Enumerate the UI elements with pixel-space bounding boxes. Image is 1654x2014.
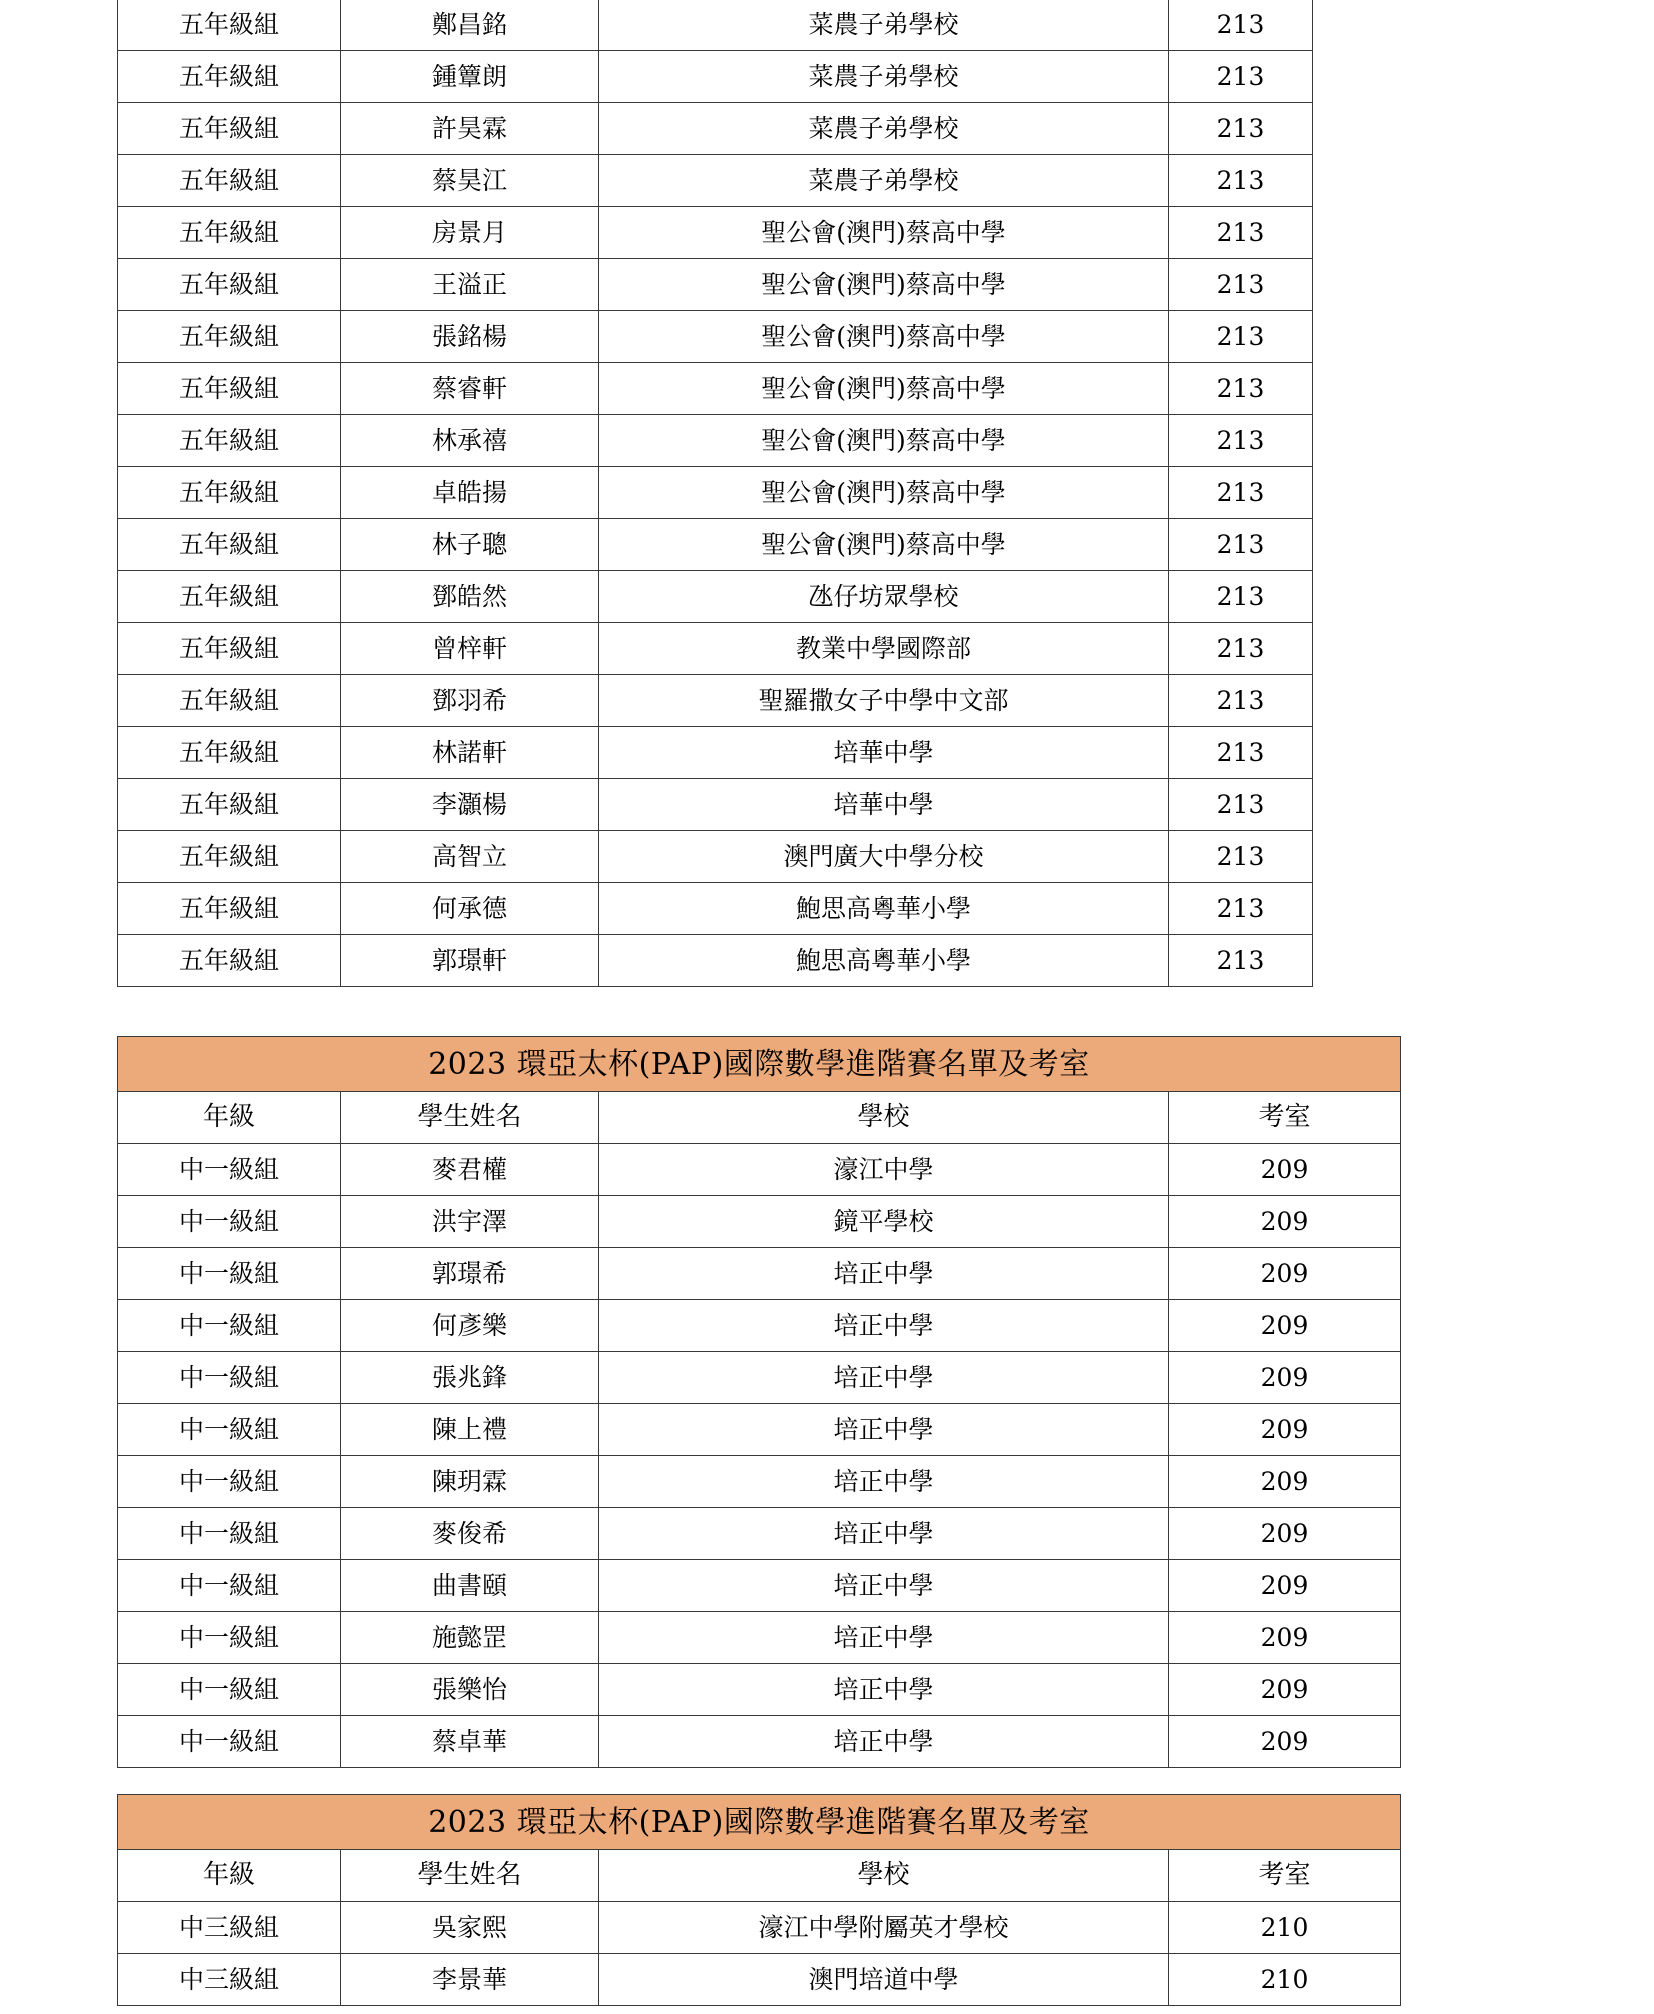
cell-school: 鮑思高粵華小學 bbox=[599, 883, 1169, 935]
table-row bbox=[118, 1352, 1401, 1404]
cell-grade: 中一級組 bbox=[118, 1612, 341, 1664]
cell-room: 213 bbox=[1169, 675, 1313, 727]
cell-name: 麥君權 bbox=[341, 1144, 599, 1196]
cell-room: 213 bbox=[1169, 779, 1313, 831]
cell-name: 李灝楊 bbox=[341, 779, 599, 831]
cell-room: 213 bbox=[1169, 207, 1313, 259]
cell-name: 郭璟軒 bbox=[341, 935, 599, 987]
cell-name: 何彥樂 bbox=[341, 1300, 599, 1352]
cell-name: 何承德 bbox=[341, 883, 599, 935]
cell-room: 209 bbox=[1169, 1508, 1401, 1560]
cell-grade: 五年級組 bbox=[118, 415, 341, 467]
cell-grade: 五年級組 bbox=[118, 623, 341, 675]
table-row bbox=[118, 519, 1313, 571]
cell-name: 陳玥霖 bbox=[341, 1456, 599, 1508]
cell-school: 教業中學國際部 bbox=[599, 623, 1169, 675]
cell-school: 培正中學 bbox=[599, 1612, 1169, 1664]
table-row bbox=[118, 727, 1313, 779]
cell-room: 213 bbox=[1169, 259, 1313, 311]
table-row bbox=[118, 831, 1313, 883]
cell-room: 210 bbox=[1169, 1954, 1401, 2006]
cell-name: 鄧皓然 bbox=[341, 571, 599, 623]
cell-name: 鄭昌銘 bbox=[341, 0, 599, 51]
cell-school: 菜農子弟學校 bbox=[599, 155, 1169, 207]
cell-grade: 中一級組 bbox=[118, 1144, 341, 1196]
cell-school: 培華中學 bbox=[599, 779, 1169, 831]
cell-school: 濠江中學 bbox=[599, 1144, 1169, 1196]
cell-grade: 五年級組 bbox=[118, 259, 341, 311]
cell-room: 209 bbox=[1169, 1664, 1401, 1716]
cell-name: 許昊霖 bbox=[341, 103, 599, 155]
cell-room: 209 bbox=[1169, 1352, 1401, 1404]
table-row bbox=[118, 1954, 1401, 2006]
table-header-row bbox=[118, 1092, 1401, 1144]
cell-grade: 五年級組 bbox=[118, 935, 341, 987]
cell-name: 林諾軒 bbox=[341, 727, 599, 779]
table-row bbox=[118, 1144, 1401, 1196]
cell-school: 聖公會(澳門)蔡高中學 bbox=[599, 259, 1169, 311]
table-row bbox=[118, 415, 1313, 467]
cell-name: 高智立 bbox=[341, 831, 599, 883]
cell-room: 213 bbox=[1169, 467, 1313, 519]
cell-school: 聖公會(澳門)蔡高中學 bbox=[599, 207, 1169, 259]
table-junior3 bbox=[117, 1794, 1401, 2006]
table-row bbox=[118, 363, 1313, 415]
cell-room: 209 bbox=[1169, 1300, 1401, 1352]
table-row bbox=[118, 1560, 1401, 1612]
table-junior1 bbox=[117, 1036, 1401, 1768]
cell-school: 培正中學 bbox=[599, 1456, 1169, 1508]
cell-grade: 中一級組 bbox=[118, 1716, 341, 1768]
column-header-name: 學生姓名 bbox=[341, 1092, 599, 1144]
table-row bbox=[118, 1664, 1401, 1716]
cell-school: 培正中學 bbox=[599, 1300, 1169, 1352]
cell-name: 卓皓揚 bbox=[341, 467, 599, 519]
table-body-3 bbox=[118, 1795, 1401, 2006]
table-row bbox=[118, 1248, 1401, 1300]
cell-grade: 五年級組 bbox=[118, 103, 341, 155]
cell-school: 培正中學 bbox=[599, 1404, 1169, 1456]
cell-grade: 五年級組 bbox=[118, 467, 341, 519]
table-row bbox=[118, 1300, 1401, 1352]
cell-grade: 五年級組 bbox=[118, 311, 341, 363]
cell-room: 213 bbox=[1169, 519, 1313, 571]
cell-room: 209 bbox=[1169, 1248, 1401, 1300]
cell-school: 培正中學 bbox=[599, 1560, 1169, 1612]
cell-room: 209 bbox=[1169, 1196, 1401, 1248]
table-row bbox=[118, 623, 1313, 675]
cell-school: 菜農子弟學校 bbox=[599, 51, 1169, 103]
cell-school: 聖公會(澳門)蔡高中學 bbox=[599, 519, 1169, 571]
cell-grade: 中一級組 bbox=[118, 1508, 341, 1560]
column-header-school: 學校 bbox=[599, 1092, 1169, 1144]
cell-school: 培正中學 bbox=[599, 1352, 1169, 1404]
cell-name: 張銘楊 bbox=[341, 311, 599, 363]
cell-room: 213 bbox=[1169, 415, 1313, 467]
cell-school: 菜農子弟學校 bbox=[599, 103, 1169, 155]
cell-name: 鍾簟朗 bbox=[341, 51, 599, 103]
table-row bbox=[118, 155, 1313, 207]
table-row bbox=[118, 1716, 1401, 1768]
table-body-1 bbox=[118, 0, 1313, 987]
cell-room: 213 bbox=[1169, 311, 1313, 363]
cell-room: 209 bbox=[1169, 1560, 1401, 1612]
cell-name: 蔡昊江 bbox=[341, 155, 599, 207]
column-header-school: 學校 bbox=[599, 1850, 1169, 1902]
table-row bbox=[118, 1902, 1401, 1954]
table-grade5-continued bbox=[117, 0, 1313, 987]
cell-room: 213 bbox=[1169, 935, 1313, 987]
cell-room: 213 bbox=[1169, 103, 1313, 155]
table-row bbox=[118, 675, 1313, 727]
cell-name: 李景華 bbox=[341, 1954, 599, 2006]
cell-grade: 五年級組 bbox=[118, 155, 341, 207]
cell-name: 陳上禮 bbox=[341, 1404, 599, 1456]
cell-room: 213 bbox=[1169, 0, 1313, 51]
table-row bbox=[118, 207, 1313, 259]
cell-grade: 五年級組 bbox=[118, 519, 341, 571]
cell-room: 213 bbox=[1169, 883, 1313, 935]
cell-name: 房景月 bbox=[341, 207, 599, 259]
column-header-grade: 年級 bbox=[118, 1850, 341, 1902]
cell-school: 菜農子弟學校 bbox=[599, 0, 1169, 51]
table-title-row bbox=[118, 1037, 1401, 1092]
cell-room: 213 bbox=[1169, 363, 1313, 415]
cell-grade: 五年級組 bbox=[118, 0, 341, 51]
cell-name: 曾梓軒 bbox=[341, 623, 599, 675]
cell-name: 鄧羽希 bbox=[341, 675, 599, 727]
cell-name: 蔡睿軒 bbox=[341, 363, 599, 415]
column-header-name: 學生姓名 bbox=[341, 1850, 599, 1902]
cell-name: 曲書頤 bbox=[341, 1560, 599, 1612]
cell-school: 聖公會(澳門)蔡高中學 bbox=[599, 415, 1169, 467]
table-row bbox=[118, 571, 1313, 623]
column-header-room: 考室 bbox=[1169, 1850, 1401, 1902]
cell-name: 麥俊希 bbox=[341, 1508, 599, 1560]
cell-school: 培正中學 bbox=[599, 1248, 1169, 1300]
cell-name: 林承禧 bbox=[341, 415, 599, 467]
cell-school: 培正中學 bbox=[599, 1508, 1169, 1560]
cell-grade: 五年級組 bbox=[118, 571, 341, 623]
cell-room: 213 bbox=[1169, 831, 1313, 883]
cell-school: 聖公會(澳門)蔡高中學 bbox=[599, 467, 1169, 519]
cell-school: 聖公會(澳門)蔡高中學 bbox=[599, 363, 1169, 415]
cell-room: 209 bbox=[1169, 1612, 1401, 1664]
cell-room: 209 bbox=[1169, 1456, 1401, 1508]
cell-grade: 中一級組 bbox=[118, 1300, 341, 1352]
cell-grade: 五年級組 bbox=[118, 727, 341, 779]
cell-grade: 五年級組 bbox=[118, 207, 341, 259]
cell-grade: 五年級組 bbox=[118, 779, 341, 831]
cell-grade: 中一級組 bbox=[118, 1560, 341, 1612]
cell-grade: 五年級組 bbox=[118, 51, 341, 103]
table-row bbox=[118, 0, 1313, 51]
cell-name: 張兆鋒 bbox=[341, 1352, 599, 1404]
cell-school: 澳門培道中學 bbox=[599, 1954, 1169, 2006]
table-row bbox=[118, 1196, 1401, 1248]
cell-school: 鏡平學校 bbox=[599, 1196, 1169, 1248]
cell-school: 培正中學 bbox=[599, 1716, 1169, 1768]
cell-name: 洪宇澤 bbox=[341, 1196, 599, 1248]
cell-name: 王溢正 bbox=[341, 259, 599, 311]
cell-school: 氹仔坊眾學校 bbox=[599, 571, 1169, 623]
table-title: 2023 環亞太杯(PAP)國際數學進階賽名單及考室 bbox=[118, 1037, 1401, 1092]
cell-school: 濠江中學附屬英才學校 bbox=[599, 1902, 1169, 1954]
cell-name: 施懿罡 bbox=[341, 1612, 599, 1664]
cell-grade: 五年級組 bbox=[118, 883, 341, 935]
cell-name: 林子聰 bbox=[341, 519, 599, 571]
cell-name: 張樂怡 bbox=[341, 1664, 599, 1716]
table-title: 2023 環亞太杯(PAP)國際數學進階賽名單及考室 bbox=[118, 1795, 1401, 1850]
cell-room: 209 bbox=[1169, 1716, 1401, 1768]
cell-grade: 中三級組 bbox=[118, 1954, 341, 2006]
cell-school: 鮑思高粵華小學 bbox=[599, 935, 1169, 987]
cell-grade: 五年級組 bbox=[118, 675, 341, 727]
table-row bbox=[118, 1456, 1401, 1508]
cell-grade: 中三級組 bbox=[118, 1902, 341, 1954]
cell-name: 郭璟希 bbox=[341, 1248, 599, 1300]
cell-room: 210 bbox=[1169, 1902, 1401, 1954]
cell-grade: 五年級組 bbox=[118, 831, 341, 883]
table-row bbox=[118, 103, 1313, 155]
cell-room: 213 bbox=[1169, 727, 1313, 779]
cell-grade: 中一級組 bbox=[118, 1196, 341, 1248]
column-header-room: 考室 bbox=[1169, 1092, 1401, 1144]
cell-name: 蔡卓華 bbox=[341, 1716, 599, 1768]
cell-room: 213 bbox=[1169, 571, 1313, 623]
cell-room: 213 bbox=[1169, 623, 1313, 675]
cell-school: 澳門廣大中學分校 bbox=[599, 831, 1169, 883]
table-row bbox=[118, 311, 1313, 363]
cell-school: 聖羅撒女子中學中文部 bbox=[599, 675, 1169, 727]
cell-school: 培正中學 bbox=[599, 1664, 1169, 1716]
cell-school: 聖公會(澳門)蔡高中學 bbox=[599, 311, 1169, 363]
cell-room: 209 bbox=[1169, 1144, 1401, 1196]
table-row bbox=[118, 1612, 1401, 1664]
table-title-row bbox=[118, 1795, 1401, 1850]
column-header-grade: 年級 bbox=[118, 1092, 341, 1144]
cell-grade: 中一級組 bbox=[118, 1664, 341, 1716]
cell-grade: 五年級組 bbox=[118, 363, 341, 415]
table-row bbox=[118, 1404, 1401, 1456]
cell-room: 209 bbox=[1169, 1404, 1401, 1456]
table-row bbox=[118, 779, 1313, 831]
cell-room: 213 bbox=[1169, 155, 1313, 207]
table-row bbox=[118, 467, 1313, 519]
table-row bbox=[118, 259, 1313, 311]
cell-grade: 中一級組 bbox=[118, 1352, 341, 1404]
cell-grade: 中一級組 bbox=[118, 1248, 341, 1300]
table-row bbox=[118, 1508, 1401, 1560]
table-body-2 bbox=[118, 1037, 1401, 1768]
table-header-row bbox=[118, 1850, 1401, 1902]
table-row bbox=[118, 935, 1313, 987]
cell-grade: 中一級組 bbox=[118, 1404, 341, 1456]
cell-room: 213 bbox=[1169, 51, 1313, 103]
table-row bbox=[118, 883, 1313, 935]
table-row bbox=[118, 51, 1313, 103]
cell-grade: 中一級組 bbox=[118, 1456, 341, 1508]
cell-name: 吳家熙 bbox=[341, 1902, 599, 1954]
cell-school: 培華中學 bbox=[599, 727, 1169, 779]
